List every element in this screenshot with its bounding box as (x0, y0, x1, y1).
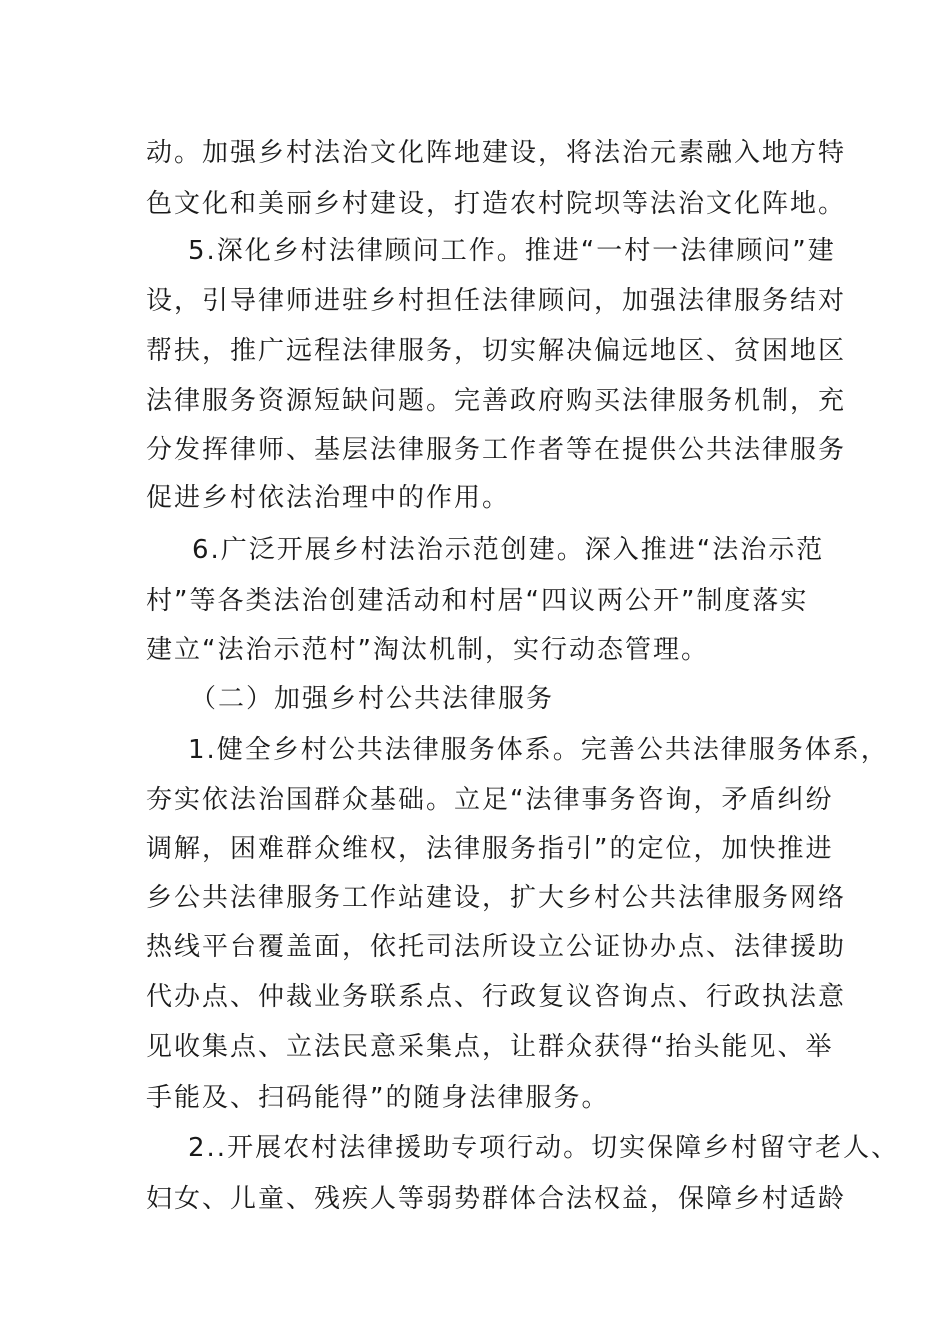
text-line: 乡公共法律服务工作站建设，扩大乡村公共法律服务网络 (146, 883, 847, 913)
text-line: 手能及、扫码能得”的随身法律服务。 (146, 1083, 610, 1113)
paragraph-start-line: 1.健全乡村公共法律服务体系。完善公共法律服务体系， (188, 735, 889, 765)
text-line: 分发挥律师、基层法律服务工作者等在提供公共法律服务 (146, 435, 847, 465)
text-line: 妇女、儿童、残疾人等弱势群体合法权益，保障乡村适龄 (146, 1184, 847, 1214)
text-line: 调解，困难群众维权，法律服务指引”的定位，加快推进 (146, 834, 834, 864)
text-line: 设，引导律师进驻乡村担任法律顾问，加强法律服务结对 (146, 286, 847, 316)
paragraph-start-line: 5.深化乡村法律顾问工作。推进“一村一法律顾问”建 (188, 236, 836, 266)
text-line: 动。加强乡村法治文化阵地建设，将法治元素融入地方特 (146, 138, 847, 168)
text-line: 见收集点、立法民意采集点，让群众获得“抬头能见、举 (146, 1032, 834, 1062)
text-line: 法律服务资源短缺问题。完善政府购买法律服务机制，充 (146, 386, 847, 416)
text-line: 色文化和美丽乡村建设，打造农村院坝等法治文化阵地。 (146, 189, 847, 219)
text-line: 代办点、仲裁业务联系点、行政复议咨询点、行政执法意 (146, 982, 847, 1012)
text-line: 村”等各类法治创建活动和村居“四议两公开”制度落实 (146, 586, 809, 616)
text-line: 夯实依法治国群众基础。立足“法律事务咨询，矛盾纠纷 (146, 785, 834, 815)
paragraph-start-line: 2..开展农村法律援助专项行动。切实保障乡村留守老人、 (188, 1133, 900, 1163)
text-line: 帮扶，推广远程法律服务，切实解决偏远地区、贫困地区 (146, 336, 847, 366)
text-line: 热线平台覆盖面，依托司法所设立公证协办点、法律援助 (146, 932, 847, 962)
text-line: 建立“法治示范村”淘汰机制，实行动态管理。 (146, 635, 709, 665)
text-line: 促进乡村依法治理中的作用。 (146, 483, 511, 513)
section-heading: （二）加强乡村公共法律服务 (190, 684, 555, 714)
paragraph-start-line: 6.广泛开展乡村法治示范创建。深入推进“法治示范 (192, 535, 825, 565)
